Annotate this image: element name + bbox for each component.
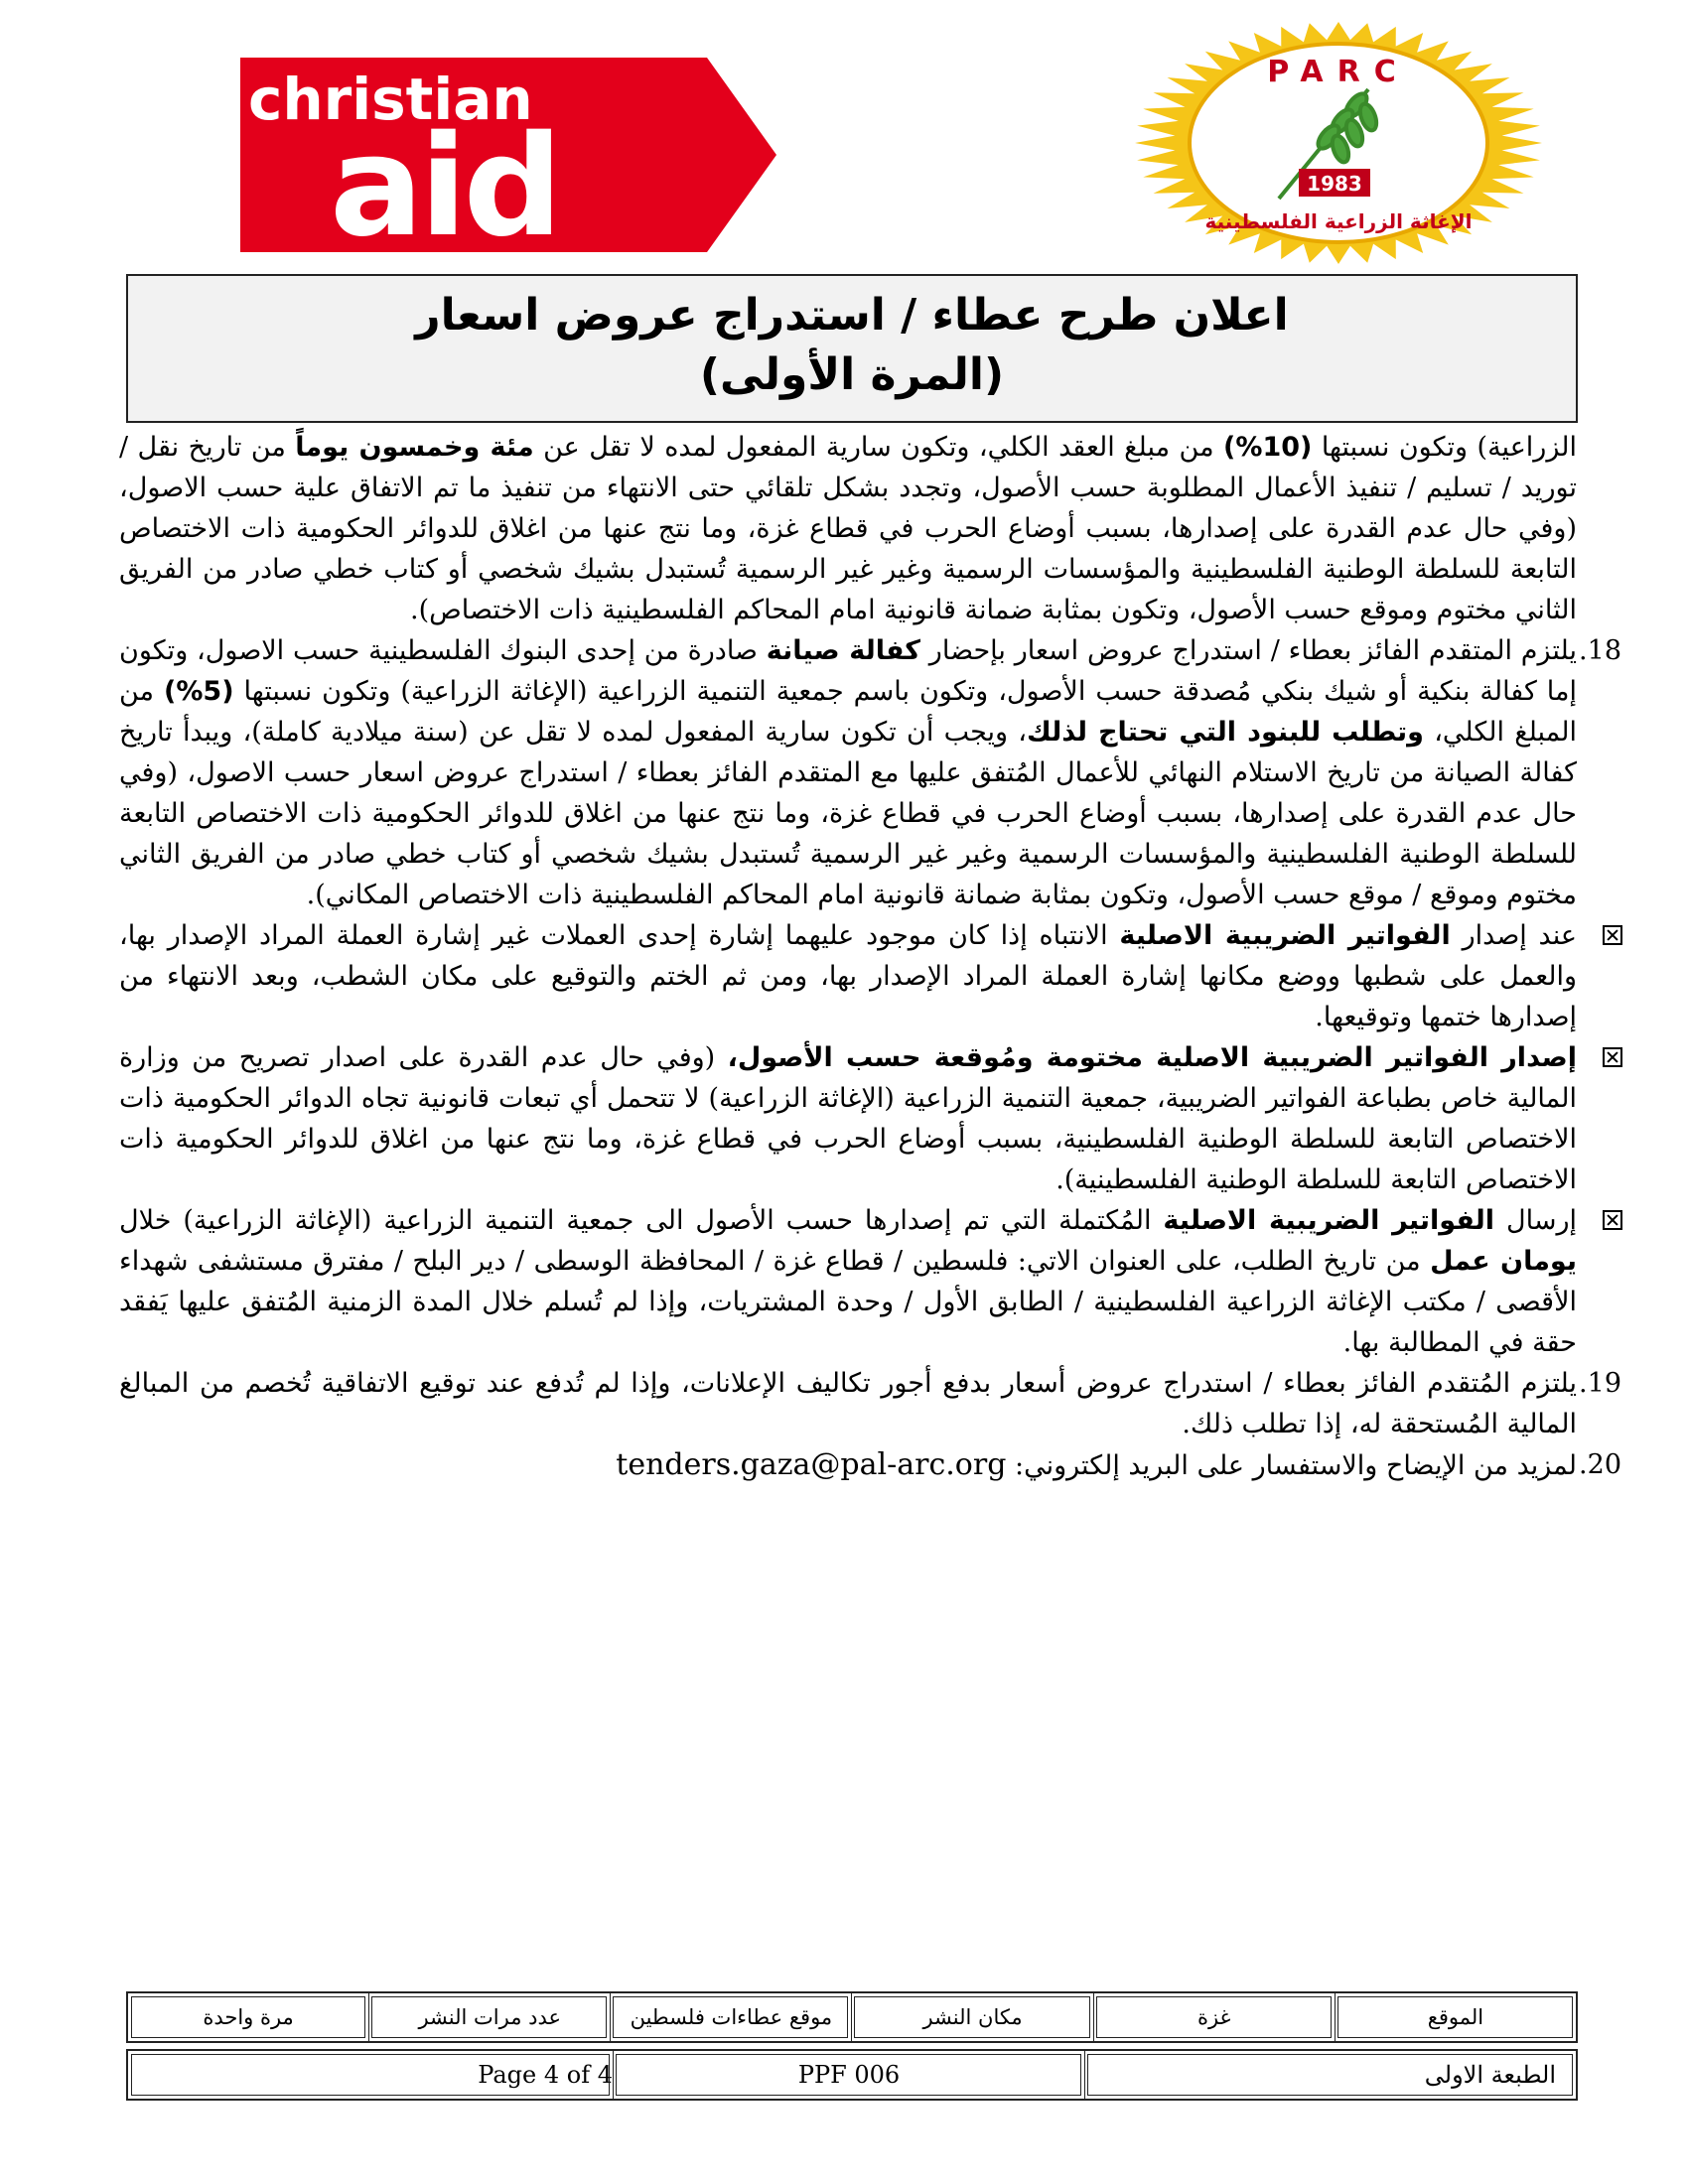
text-run: من مبلغ العقد الكلي، وتكون سارية المفعول لمده لا تقل عن [533,432,1224,463]
footer-document-row [126,2049,1578,2101]
bold-run: (10%) [1223,432,1313,463]
bold-run: مئة وخمسون يوماً [295,432,534,463]
footer-edition: الطبعة الاولى [1084,2051,1576,2099]
announcement-subtitle: (المرة الأولى) [699,349,1005,400]
bold-run: كفالة صيانة [766,635,920,666]
paragraph-intro [119,427,1577,630]
text-run: يلتزم المتقدم الفائز بعطاء / استدراج عروض اسعار بإحضار [919,635,1577,666]
bullet-invoice-currency [119,915,1626,1037]
text-run: إرسال [1494,1205,1577,1236]
bold-run: الفواتير الضريبية الاصلية [1119,920,1451,951]
checkbox-x-icon [1603,1047,1622,1067]
text-run: من المبلغ الكلي، [119,676,1578,748]
text-run: الزراعية) وتكون نسبتها [1312,432,1577,463]
clause-number: 18. [1579,635,1621,666]
footer-cell-location-label: الموقع [1335,1993,1576,2041]
parc-logo [1130,20,1547,266]
parc-logo-letters: PARC [1267,55,1410,89]
text-run: المُكتملة التي تم إصدارها حسب الأصول الى جمعية التنمية الزراعية (الإغاثة الزراعية) خلال [119,1205,1164,1236]
text-run: من تاريخ نقل / توريد / تسليم / تنفيذ الأعمال المطلوبة حسب الأصول، وتجدد بشكل تلقائي حتى الانتهاء من تنفيذ ما تم الاتفاق علية حسب الاصول، (وفي حال عدم القدرة على إصدارها، بسبب أوضاع الحرب في قطاع غزة، وما نتج عنها من اغلاق للدوائر الحكومية ذات الاختصاص التابعة للسلطة الوطنية الفلسطينية والمؤسسات الرسمية وغير غير الرسمية تُستبدل بشيك شخصي أو كتاب خطي صادر من الفريق الثاني مختوم وموقع حسب الأصول، وتكون بمثابة ضمانة قانونية امام المحاكم الفلسطينية ذات الاختصاص). [119,432,1577,625]
tender-conditions [119,427,1621,1486]
announcement-title-box [126,274,1578,423]
bold-run: الفواتير الضريبية الاصلية [1163,1205,1495,1236]
clause-19 [119,1363,1621,1444]
christian-aid-logo-line2: aid [330,106,559,252]
text-run: من تاريخ الطلب، على العنوان الاتي: فلسطين / قطاع غزة / المحافظة الوسطى / دير البلح / مفترق مستشفى شهداء الأقصى / مكتب الإغاثة الزراعية الفلسطينية / الطابق الأول / وحدة المشتريات، وإذا لم تُسلم خلال المدة الزمنية المُتفق عليها يَفقد حقة في المطالبة بها. [119,1246,1577,1358]
bold-run: إصدار الفواتير الضريبية الاصلية مختومة ومُوقعة حسب الأصول، [727,1042,1578,1073]
checkbox-x-icon [1603,925,1622,945]
parc-logo-arabic: الإغاثة الزراعية الفلسطينية [1204,209,1473,233]
footer-form-code: PPF 006 [613,2051,1084,2099]
text-run: ، ويجب أن تكون سارية المفعول لمده لا تقل عن (سنة ميلادية كاملة)، ويبدأ تاريخ كفالة الصيانة من تاريخ الاستلام النهائي للأعمال المُتفق عليها مع المتقدم الفائز بعطاء / استدراج عروض اسعار حسب الاصول، (وفي حال عدم القدرة على إصدارها، بسبب أوضاع الحرب في قطاع غزة، وما نتج عنها من اغلاق للدوائر الحكومية ذات الاختصاص التابعة للسلطة الوطنية الفلسطينية والمؤسسات الرسمية وغير غير الرسمية تُستبدل بشيك شخصي أو كتاب خطي صادر من الفريق الثاني مختوم وموقع / موقع حسب الأصول، وتكون بمثابة ضمانة قانونية امام المحاكم الفلسطينية ذات الاختصاص المكاني). [119,717,1577,910]
announcement-title: اعلان طرح عطاء / استدراج عروض اسعار [415,290,1289,341]
footer-cell-publish-place-label: مكان النشر [851,1993,1092,2041]
footer-page-number: Page 4 of 4 [128,2051,613,2099]
footer-cell-publish-count-label: عدد مرات النشر [368,1993,610,2041]
footer-cell-location-value: غزة [1093,1993,1335,2041]
bullet-invoice-send [119,1200,1626,1363]
text-run: صادرة من إحدى البنوك الفلسطينية حسب الاصول، وتكون إما كفالة بنكية أو شيك بنكي مُصدقة حسب الأصول، وتكون باسم جمعية التنمية الزراعية (الإغاثة الزراعية) وتكون نسبتها [119,635,1577,707]
contact-email-link[interactable]: tenders.gaza@pal-arc.org [616,1447,1007,1482]
bold-run: يومان عمل [1430,1246,1577,1277]
footer-cell-publish-place-value: موقع عطاءات فلسطين [610,1993,851,2041]
text-run: (وفي حال عدم القدرة على اصدار تصريح من وزارة المالية خاص بطباعة الفواتير الضريبية، جمعية التنمية الزراعية (الإغاثة الزراعية) لا تتحمل أي تبعات قانونية تجاه الدوائر الحكومية ذات الاختصاص التابعة للسلطة الوطنية الفلسطينية، بسبب أوضاع الحرب في قطاع غزة، وما نتج عنها من اغلاق للدوائر الحكومية ذات الاختصاص التابعة للسلطة الوطنية الفلسطينية). [119,1042,1577,1195]
clause-number: 19. [1579,1368,1621,1399]
christian-aid-logo-line1: christian [248,66,533,133]
text-run: عند إصدار [1450,920,1577,951]
checkbox-x-icon [1603,1210,1622,1230]
text-run: يلتزم المُتقدم الفائز بعطاء / استدراج عروض أسعار بدفع أجور تكاليف الإعلانات، وإذا لم تُدفع عند توقيع الاتفاقية تُخصم من المبالغ المالية المُستحقة له، إذا تطلب ذلك. [119,1368,1577,1439]
christian-aid-logo [240,58,776,252]
footer-cell-publish-count-value: مرة واحدة [128,1993,368,2041]
clause-20 [119,1444,1621,1486]
parc-logo-year: 1983 [1307,172,1362,196]
bold-run: وتطلب للبنود التي تحتاج لذلك [1027,717,1424,748]
text-run: لمزيد من الإيضاح والاستفسار على البريد إلكتروني: [1006,1450,1577,1481]
text-run: الانتباه إذا كان موجود عليهما إشارة إحدى العملات غير إشارة العملة المراد الإصدار بها، والعمل على شطبها ووضع مكانها إشارة العملة المراد الإصدار بها، ومن ثم الختم والتوقيع على مكان الشطب، وبعد الانتهاء من إصدارها ختمها وتوقيعها. [119,920,1577,1032]
clause-number: 20. [1579,1449,1621,1480]
bold-run: (5%) [164,676,234,707]
bullet-invoice-issue [119,1037,1626,1200]
footer-publication-row [126,1991,1578,2043]
clause-18 [119,630,1621,915]
